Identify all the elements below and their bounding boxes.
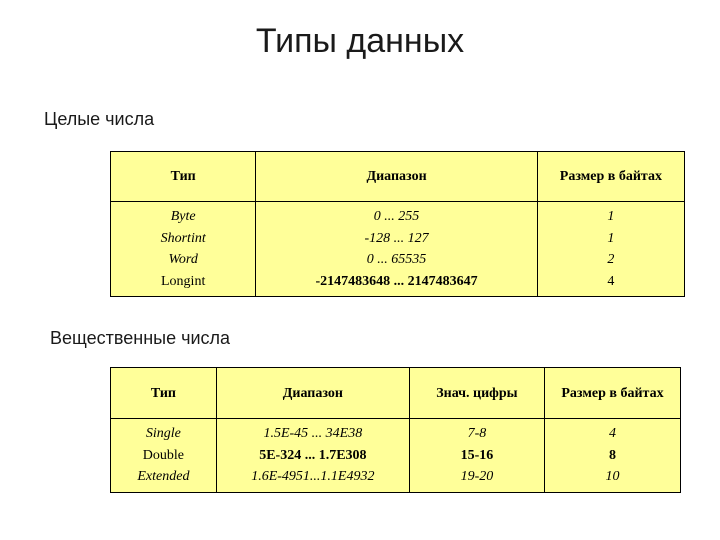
type-column (111, 419, 217, 493)
header-cell-type: Тип (111, 152, 256, 202)
header-cell-size: Размер в байтах (537, 152, 684, 202)
section-heading-reals: Вещественные числа (50, 328, 231, 348)
type-name: Extended (137, 469, 190, 484)
type-name: Double (142, 447, 185, 463)
size-value: 4 (608, 426, 616, 441)
type-name: Word (168, 252, 198, 267)
header-cell-range: Диапазон (256, 152, 537, 202)
digits-value: 7-8 (467, 426, 487, 441)
type-name: Byte (170, 209, 196, 224)
header-cell-size: Размер в байтах (544, 368, 680, 419)
range-column (216, 419, 409, 493)
range-value: 5E-324 ... 1.7E308 (259, 447, 367, 463)
range-value: 1.6E-4951...1.1E4932 (251, 469, 375, 484)
digits-column (409, 419, 544, 493)
section-heading-integers: Целые числа (44, 109, 155, 129)
size-value: 10 (605, 469, 620, 484)
range-value: -128 ... 127 (364, 230, 429, 246)
header-cell-range: Диапазон (216, 368, 409, 419)
real-types-table (110, 367, 681, 493)
size-value: 1 (607, 230, 615, 246)
integer-types-table (110, 151, 685, 297)
table-header-row (111, 368, 681, 419)
type-column (111, 202, 256, 297)
size-value: 2 (607, 252, 615, 267)
range-value: 1.5E-45 ... 34E38 (263, 426, 363, 441)
slide-title: Типы данных (255, 22, 465, 60)
size-column (544, 419, 680, 493)
range-value: 0 ... 255 (373, 209, 420, 224)
digits-value: 19-20 (460, 469, 494, 484)
table-body-row (111, 419, 681, 493)
range-value: -2147483648 ... 2147483647 (315, 273, 478, 289)
size-value: 8 (608, 447, 616, 463)
range-column (256, 202, 537, 297)
size-column (537, 202, 684, 297)
type-name: Shortint (160, 230, 206, 246)
size-value: 1 (607, 209, 615, 224)
type-name: Longint (161, 273, 206, 289)
table-header-row (111, 152, 685, 202)
range-value: 0 ... 65535 (366, 252, 427, 267)
size-value: 4 (607, 273, 615, 289)
header-cell-digits: Знач. цифры (409, 368, 544, 419)
header-cell-type: Тип (111, 368, 217, 419)
type-name: Single (145, 426, 181, 441)
digits-value: 15-16 (460, 447, 494, 463)
table-body-row (111, 202, 685, 297)
